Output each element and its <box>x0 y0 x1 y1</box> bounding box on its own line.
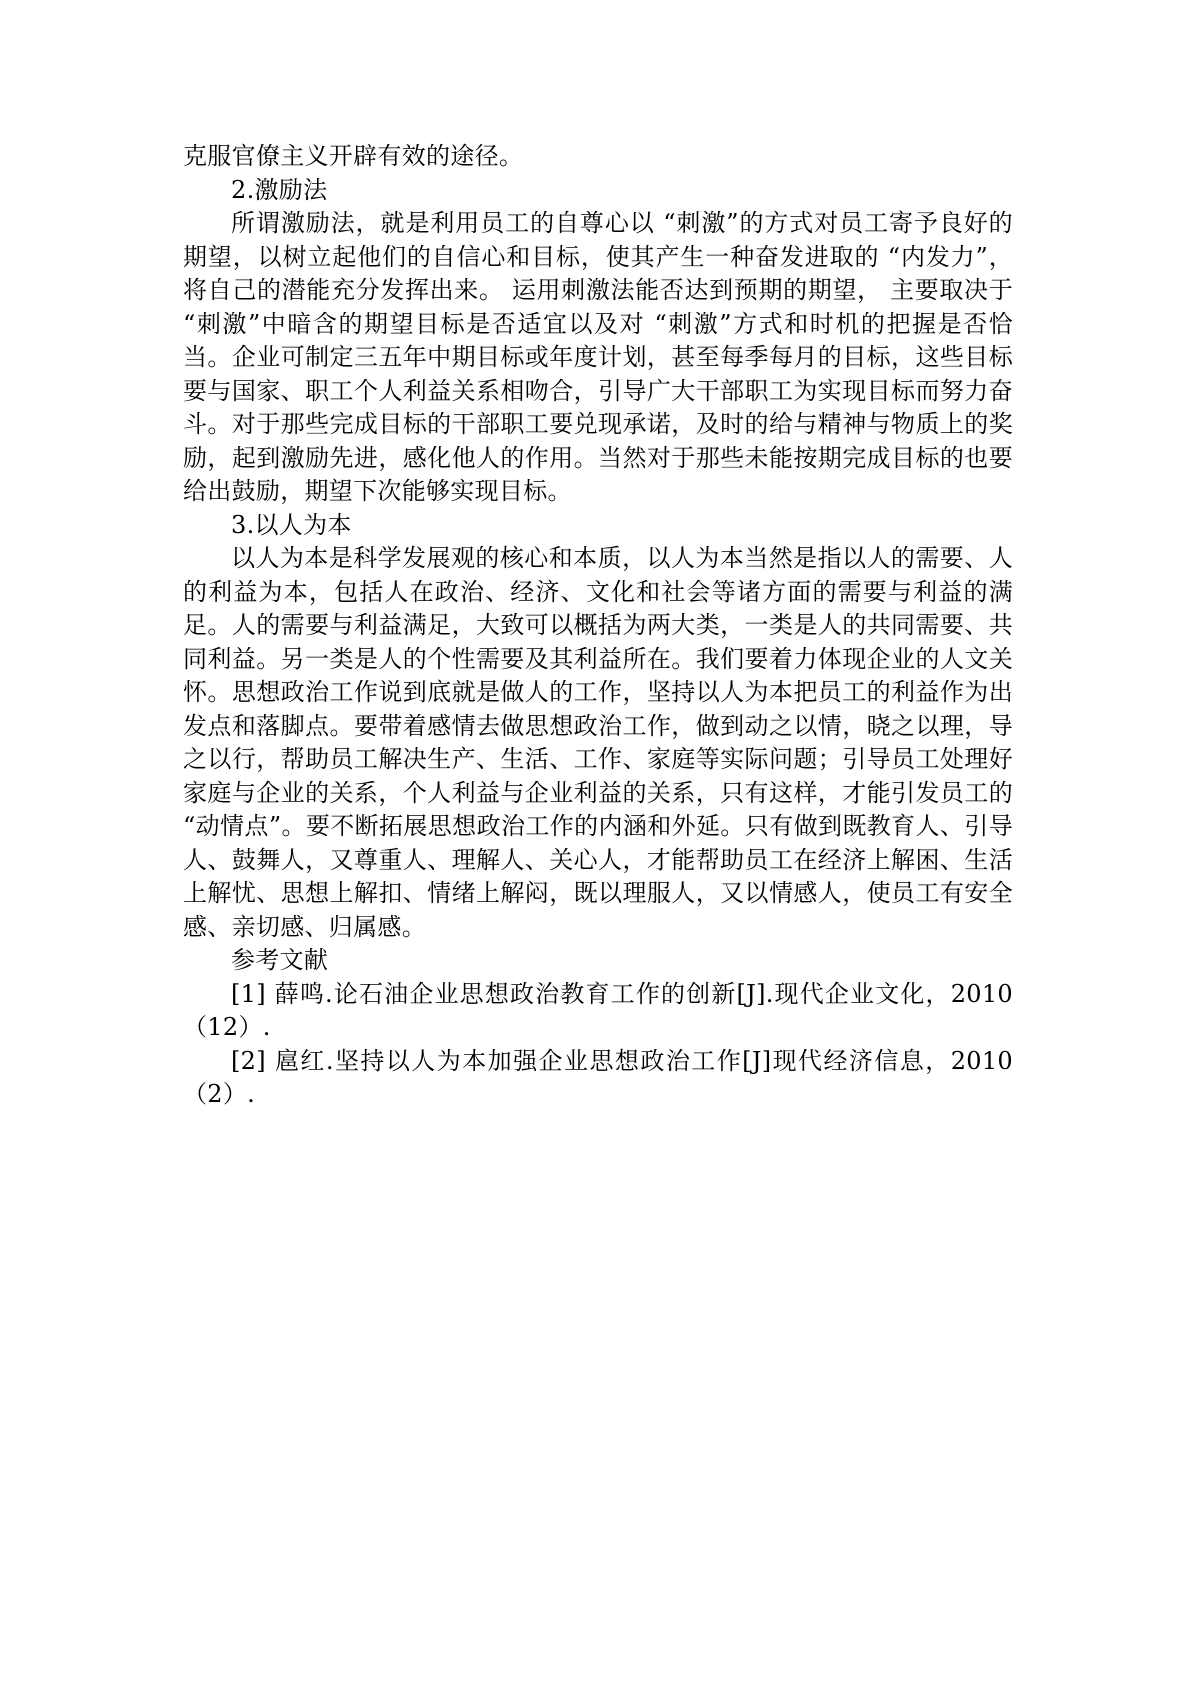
section-heading-people-oriented: 3.以人为本 <box>231 510 352 539</box>
reference-item: [1] 薛鸣.论石油企业思想政治教育工作的创新[J].现代企业文化，2010（12）. <box>183 979 1013 1041</box>
document-page <box>183 140 1013 1112</box>
section-paragraph-incentive: 所谓激励法，就是利用员工的自尊心以 “刺激”的方式对员工寄予良好的期望，以树立起他们的自信心和目标，使其产生一种奋发进取的 “内发力”，将自己的潜能充分发挥出来。 运用刺激法能否达到预期的期望， 主要取决于 “刺激”中暗含的期望目标是否适宜以及对 “刺激”方式和时机的把握是否恰当。企业可制定三五年中期目标或年度计划，甚至每季每月的目标，这些目标要与国家、职工个人利益关系相吻合，引导广大干部职工为实现目标而努力奋斗。对于那些完成目标的干部职工要兑现承诺，及时的给与精神与物质上的奖励，起到激励先进，感化他人的作用。当然对于那些未能按期完成目标的也要给出鼓励，期望下次能够实现目标。 <box>183 209 1013 505</box>
reference-item: [2] 扈红.坚持以人为本加强企业思想政治工作[J]现代经济信息，2010（2）. <box>183 1046 1013 1108</box>
continuation-paragraph: 克服官僚主义开辟有效的途径。 <box>183 142 524 170</box>
references-heading: 参考文献 <box>231 946 329 974</box>
section-paragraph-people-oriented: 以人为本是科学发展观的核心和本质，以人为本当然是指以人的需要、人的利益为本，包括人在政治、经济、文化和社会等诸方面的需要与利益的满足。人的需要与利益满足，大致可以概括为两大类，一类是人的共同需要、共同利益。另一类是人的个性需要及其利益所在。我们要着力体现企业的人文关怀。思想政治工作说到底就是做人的工作，坚持以人为本把员工的利益作为出发点和落脚点。要带着感情去做思想政治工作，做到动之以情，晓之以理，导之以行，帮助员工解决生产、生活、工作、家庭等实际问题；引导员工处理好家庭与企业的关系，个人利益与企业利益的关系，只有这样，才能引发员工的 “动情点”。要不断拓展思想政治工作的内涵和外延。只有做到既教育人、引导人、鼓舞人，又尊重人、理解人、关心人，才能帮助员工在经济上解困、生活上解忧、思想上解扣、情绪上解闷，既以理服人，又以情感人，使员工有安全感、亲切感、归属感。 <box>183 544 1013 941</box>
section-heading-incentive: 2.激励法 <box>231 175 328 204</box>
